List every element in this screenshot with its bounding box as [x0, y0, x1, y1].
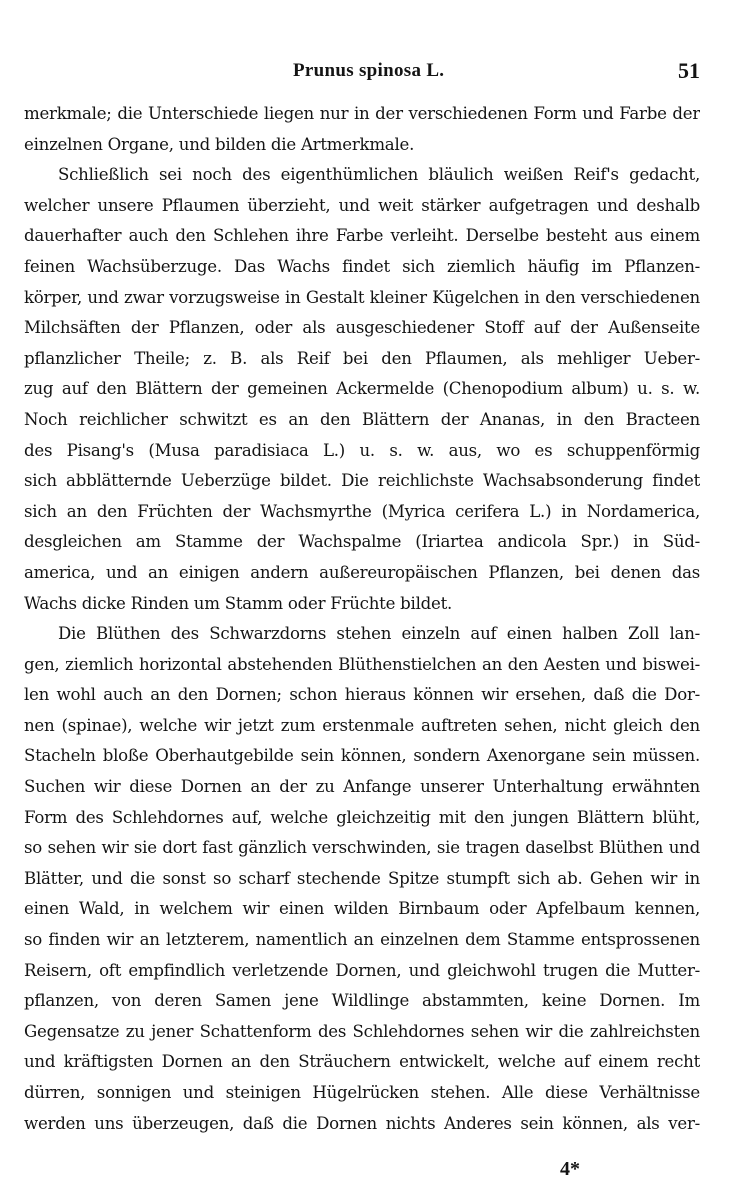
- text-line: und kräftigsten Dornen an den Sträuchern entwickelt, welche auf einem recht: [24, 1052, 700, 1072]
- text-line: werden uns überzeugen, daß die Dornen nichts Anderes sein können, als ver-: [24, 1113, 700, 1133]
- text-line: sich an den Früchten der Wachsmyrthe (Myrica cerifera L.) in Nordamerica,: [24, 501, 700, 521]
- text-line: merkmale; die Unterschiede liegen nur in der verschiedenen Form und Farbe der: [24, 104, 700, 123]
- text-line: Blätter, und die sonst so scharf stechende Spitze stumpft sich ab. Gehen wir in: [24, 868, 700, 888]
- text-line: körper, und zwar vorzugsweise in Gestalt kleiner Kügelchen in den verschiedenen: [24, 287, 700, 307]
- body-text: [24, 99, 700, 1139]
- text-line: feinen Wachsüberzuge. Das Wachs findet sich ziemlich häufig im Pflanzen-: [24, 256, 700, 276]
- text-line: Suchen wir diese Dornen an der zu Anfange unserer Unterhaltung erwähnten: [24, 777, 700, 797]
- printer-signature-mark: 4*: [560, 1158, 580, 1180]
- text-line: Form des Schlehdornes auf, welche gleichzeitig mit den jungen Blättern blüht,: [24, 807, 700, 827]
- text-line: Wachs dicke Rinden um Stamm oder Früchte bildet.: [24, 593, 453, 613]
- text-line: gen, ziemlich horizontal abstehenden Blüthenstielchen an den Aesten und biswei-: [24, 654, 700, 674]
- text-line: pflanzen, von deren Samen jene Wildlinge abstammten, keine Dornen. Im: [24, 991, 700, 1011]
- text-line: welcher unsere Pflaumen überzieht, und weit stärker aufgetragen und deshalb: [24, 195, 700, 215]
- text-line: Stacheln bloße Oberhautgebilde sein können, sondern Axenorgane sein müssen.: [24, 746, 700, 766]
- paragraph-start-line: Schließlich sei noch des eigenthümlichen bläulich weißen Reif's gedacht,: [58, 165, 700, 185]
- text-line: len wohl auch an den Dornen; schon hieraus können wir ersehen, daß die Dor-: [24, 685, 700, 705]
- text-line: Noch reichlicher schwitzt es an den Blättern der Ananas, in den Bracteen: [24, 409, 700, 429]
- text-line: Reisern, oft empfindlich verletzende Dornen, und gleichwohl trugen die Mutter-: [24, 960, 700, 980]
- page-number: 51: [678, 58, 700, 83]
- text-line: america, und an einigen andern außereuropäischen Pflanzen, bei denen das: [24, 562, 700, 582]
- text-line: des Pisang's (Musa paradisiaca L.) u. s. w. aus, wo es schuppenförmig: [24, 440, 700, 460]
- running-title: Prunus spinosa L.: [293, 60, 445, 81]
- text-line: einzelnen Organe, und bilden die Artmerkmale.: [24, 134, 415, 154]
- text-line: nen (spinae), welche wir jetzt zum erstenmale auftreten sehen, nicht gleich den: [24, 715, 700, 735]
- text-line: zug auf den Blättern der gemeinen Ackermelde (Chenopodium album) u. s. w.: [24, 379, 700, 399]
- text-line: so finden wir an letzterem, namentlich an einzelnen dem Stamme entsprossenen: [24, 930, 700, 950]
- text-line: dauerhafter auch den Schlehen ihre Farbe verleiht. Derselbe besteht aus einem: [24, 226, 700, 246]
- running-head: [0, 60, 732, 90]
- text-line: dürren, sonnigen und steinigen Hügelrücken stehen. Alle diese Verhältnisse: [24, 1083, 700, 1102]
- paragraph-start-line: Die Blüthen des Schwarzdorns stehen einzeln auf einen halben Zoll lan-: [58, 624, 700, 644]
- text-line: Gegensatze zu jener Schattenform des Schlehdornes sehen wir die zahlreichsten: [24, 1021, 700, 1041]
- text-line: einen Wald, in welchem wir einen wilden Birnbaum oder Apfelbaum kennen,: [24, 899, 700, 919]
- text-line: so sehen wir sie dort fast gänzlich verschwinden, sie tragen daselbst Blüthen und: [24, 838, 700, 858]
- text-line: sich abblätternde Ueberzüge bildet. Die reichlichste Wachsabsonderung findet: [24, 471, 700, 491]
- text-line: pflanzlicher Theile; z. B. als Reif bei den Pflaumen, als mehliger Ueber-: [24, 348, 700, 368]
- text-line: Milchsäften der Pflanzen, oder als ausgeschiedener Stoff auf der Außenseite: [24, 318, 700, 338]
- text-line: desgleichen am Stamme der Wachspalme (Iriartea andicola Spr.) in Süd-: [24, 532, 700, 552]
